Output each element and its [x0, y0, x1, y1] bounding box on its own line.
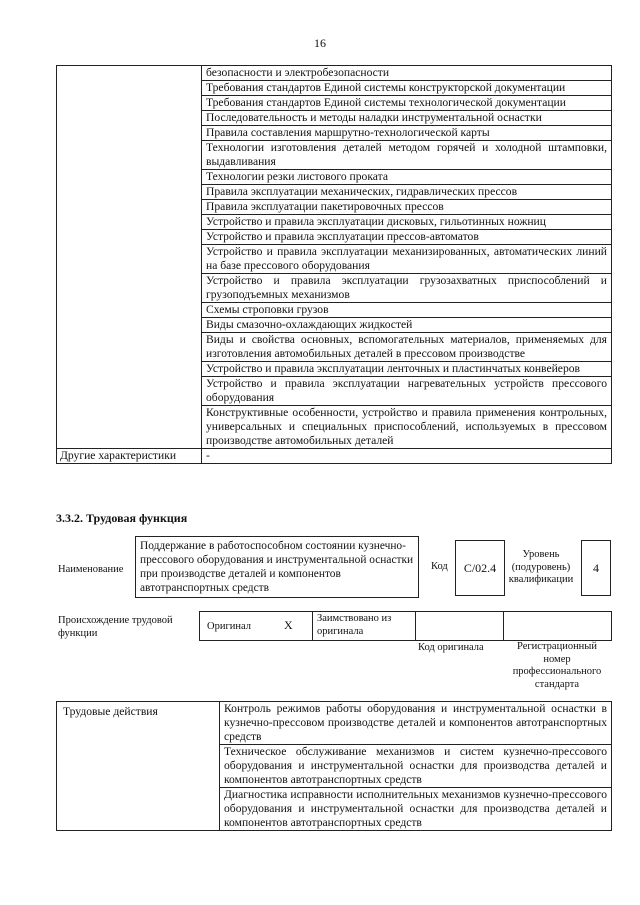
knowledge-item: Устройство и правила эксплуатации прессов-автоматов [202, 230, 612, 245]
level-value: 4 [581, 540, 611, 596]
origin-label: Происхождение трудовой функции [58, 615, 173, 639]
other-row [57, 449, 612, 464]
knowledge-item: Устройство и правила эксплуатации дисковых, гильотинных ножниц [202, 215, 612, 230]
code-label: Код [431, 561, 448, 572]
knowledge-item: Виды и свойства основных, вспомогательных материалов, применяемых для изготовления автомобильных деталей в прессовом производстве [202, 333, 612, 362]
knowledge-item: Правила эксплуатации механических, гидравлических прессов [202, 185, 612, 200]
original-label: Оригинал [207, 621, 251, 632]
original-mark: X [284, 618, 293, 632]
code-caption: Код оригинала [418, 642, 484, 653]
knowledge-item: Конструктивные особенности, устройство и правила применения контрольных, универсальных и специальных приспособлений, используемых в прессовом производстве автомобильных деталей [202, 406, 612, 449]
action-item: Контроль режимов работы оборудования и инструментальной оснастки в кузнечно-прессовом производстве деталей и компонентов автотранспортных средств [220, 702, 612, 745]
level-label: Уровень (подуровень) квалификации [508, 549, 574, 585]
knowledge-item: Устройство и правила эксплуатации ленточных и пластинчатых конвейеров [202, 362, 612, 377]
section-title: 3.3.2. Трудовая функция [56, 511, 188, 525]
knowledge-item: Последовательность и методы наладки инструментальной оснастки [202, 111, 612, 126]
name-label: Наименование [58, 564, 124, 575]
knowledge-item: безопасности и электробезопасности [202, 66, 612, 81]
code-value: C/02.4 [455, 540, 505, 596]
action-item: Техническое обслуживание механизмов и систем кузнечно-прессового оборудования и инструментальной оснастки для производства деталей и компонентов автотранспортных средств [220, 745, 612, 788]
knowledge-item: Технологии резки листового проката [202, 170, 612, 185]
actions-label: Трудовые действия [57, 702, 220, 831]
knowledge-item: Требования стандартов Единой системы технологической документации [202, 96, 612, 111]
page-number: 16 [314, 36, 326, 50]
action-row [57, 702, 612, 745]
origin-row [199, 611, 612, 641]
knowledge-item: Схемы строповки грузов [202, 303, 612, 318]
knowledge-item: Правила составления маршрутно-технологической карты [202, 126, 612, 141]
function-name: Поддержание в работоспособном состоянии кузнечно-прессового оборудования и инструментальной оснастки при производстве деталей и компонентов автотранспортных средств [135, 536, 419, 598]
knowledge-item: Устройство и правила эксплуатации грузозахватных приспособлений и грузоподъемных механизмов [202, 274, 612, 303]
knowledge-item: Технологии изготовления деталей методом горячей и холодной штамповки, выдавливания [202, 141, 612, 170]
knowledge-table [56, 65, 612, 464]
knowledge-item: Устройство и правила эксплуатации нагревательных устройств прессового оборудования [202, 377, 612, 406]
knowledge-label-cell [57, 66, 202, 449]
action-item: Диагностика исправности исполнительных механизмов кузнечно-прессового оборудования и инструментальной оснастки для производства деталей и компонентов автотранспортных средств [220, 788, 612, 831]
other-label: Другие характеристики [57, 449, 202, 464]
knowledge-item: Виды смазочно-охлаждающих жидкостей [202, 318, 612, 333]
knowledge-item: Устройство и правила эксплуатации механизированных, автоматических линий на базе прессового оборудования [202, 245, 612, 274]
other-value: - [202, 449, 612, 464]
actions-table [56, 701, 612, 831]
knowledge-row [57, 66, 612, 81]
borrowed-label: Заимствовано из оригинала [317, 613, 392, 637]
reg-caption: Регистрационный номер профессионального стандарта [512, 641, 602, 690]
knowledge-item: Правила эксплуатации пакетировочных прессов [202, 200, 612, 215]
knowledge-item: Требования стандартов Единой системы конструкторской документации [202, 81, 612, 96]
